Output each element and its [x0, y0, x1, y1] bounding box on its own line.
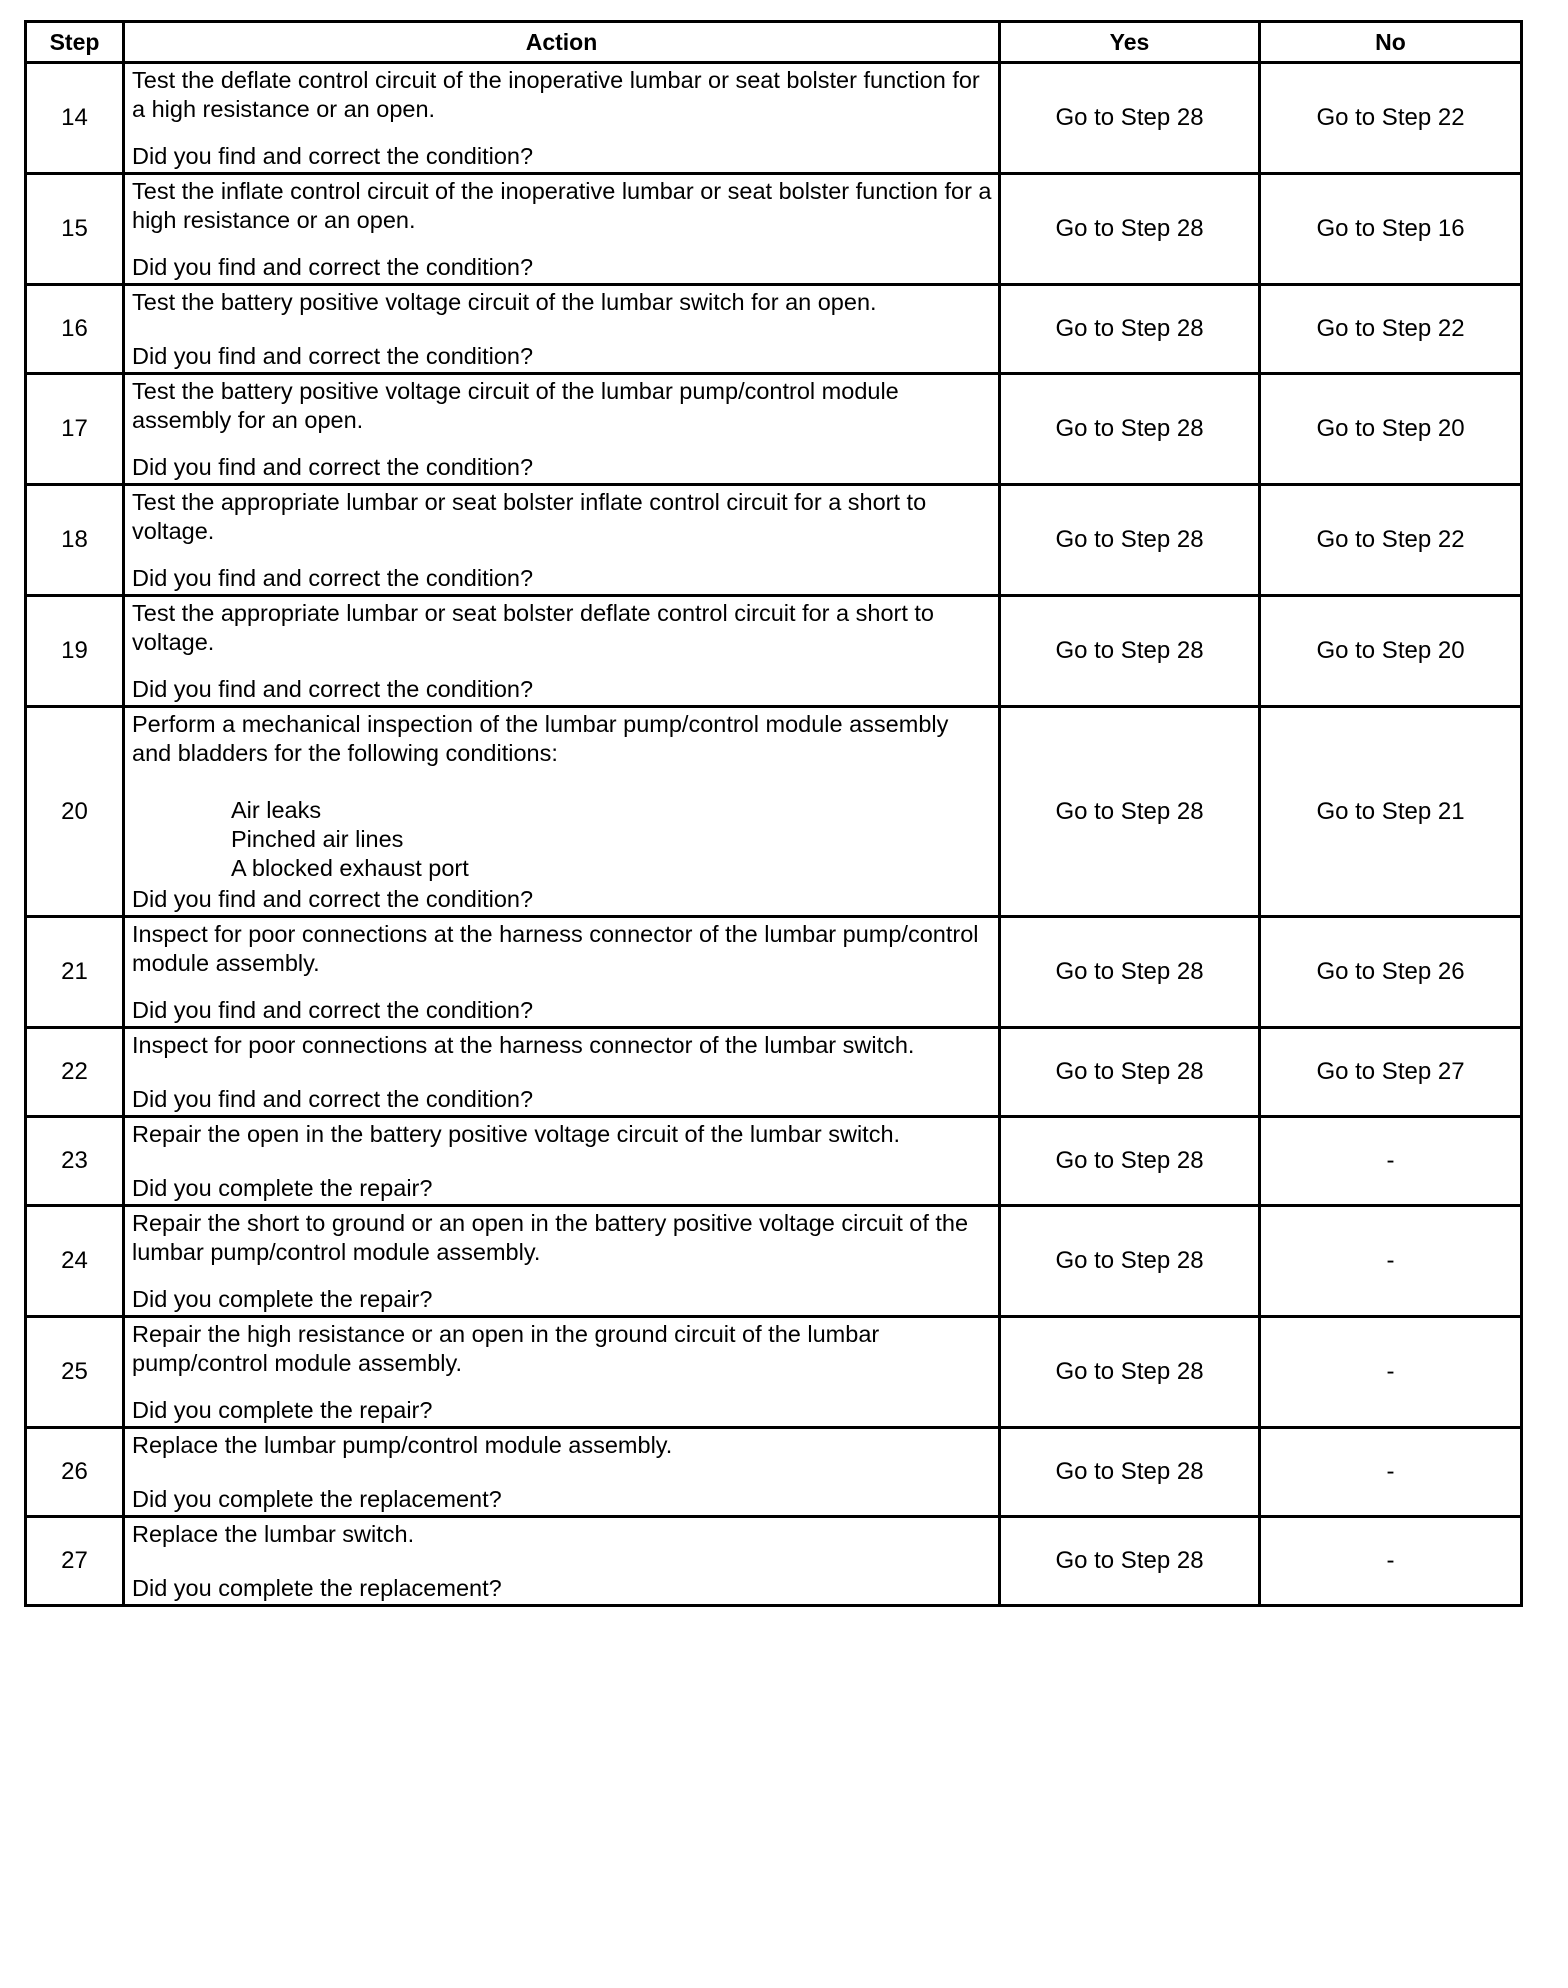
action-top: [132, 377, 992, 435]
action-question: Did you find and correct the condition?: [132, 886, 534, 912]
action-question: Did you find and correct the condition?: [132, 143, 534, 169]
action-description: Inspect for poor connections at the harness connector of the lumbar pump/control module assembly.: [132, 921, 979, 976]
no-result: Go to Step 27: [1260, 1028, 1522, 1117]
table-row: [26, 1317, 1522, 1428]
action-question: Did you complete the replacement?: [132, 1575, 502, 1601]
table-row: [26, 1117, 1522, 1206]
no-result: Go to Step 20: [1260, 374, 1522, 485]
action-description: Test the appropriate lumbar or seat bolster inflate control circuit for a short to voltage.: [132, 489, 927, 544]
step-number: 25: [26, 1317, 124, 1428]
action-description: Perform a mechanical inspection of the lumbar pump/control module assembly and bladders for the following conditions:: [132, 711, 949, 766]
action-content: [125, 64, 998, 172]
action-top: [132, 1320, 992, 1378]
action-content: [125, 175, 998, 283]
action-question: Did you find and correct the condition?: [132, 1086, 534, 1112]
table-row: [26, 1206, 1522, 1317]
action-cell: [124, 1517, 1000, 1606]
condition-item: Air leaks: [231, 797, 322, 823]
step-number: 24: [26, 1206, 124, 1317]
step-number: 18: [26, 485, 124, 596]
condition-item: A blocked exhaust port: [231, 855, 469, 881]
header-row: [26, 22, 1522, 63]
diagnostic-table: [24, 20, 1523, 1607]
action-question: Did you complete the repair?: [132, 1286, 433, 1312]
table-row: [26, 1517, 1522, 1606]
no-result: Go to Step 21: [1260, 707, 1522, 917]
step-number: 21: [26, 917, 124, 1028]
table-row: [26, 285, 1522, 374]
action-top: [132, 1120, 992, 1149]
action-top: [132, 1209, 992, 1267]
no-result: -: [1260, 1517, 1522, 1606]
header-no: No: [1260, 22, 1522, 63]
action-question: Did you complete the replacement?: [132, 1486, 502, 1512]
action-content: [125, 375, 998, 483]
table-row: [26, 1428, 1522, 1517]
action-cell: [124, 1428, 1000, 1517]
header-action: Action: [124, 22, 1000, 63]
no-result: Go to Step 16: [1260, 174, 1522, 285]
action-top: [132, 1431, 992, 1460]
step-number: 15: [26, 174, 124, 285]
action-top: [132, 177, 992, 235]
step-number: 22: [26, 1028, 124, 1117]
yes-result: Go to Step 28: [1000, 917, 1260, 1028]
step-number: 19: [26, 596, 124, 707]
no-result: Go to Step 26: [1260, 917, 1522, 1028]
action-top: [132, 710, 992, 883]
action-cell: [124, 1028, 1000, 1117]
step-number: 20: [26, 707, 124, 917]
action-cell: [124, 707, 1000, 917]
yes-result: Go to Step 28: [1000, 1517, 1260, 1606]
step-number: 16: [26, 285, 124, 374]
action-cell: [124, 285, 1000, 374]
action-question: Did you find and correct the condition?: [132, 343, 534, 369]
no-result: Go to Step 20: [1260, 596, 1522, 707]
yes-result: Go to Step 28: [1000, 374, 1260, 485]
table-row: [26, 485, 1522, 596]
action-cell: [124, 1117, 1000, 1206]
step-number: 17: [26, 374, 124, 485]
action-cell: [124, 917, 1000, 1028]
action-description: Test the battery positive voltage circuit of the lumbar pump/control module assembly for an open.: [132, 378, 899, 433]
action-description: Inspect for poor connections at the harness connector of the lumbar switch.: [132, 1032, 915, 1058]
yes-result: Go to Step 28: [1000, 1206, 1260, 1317]
table-row: [26, 917, 1522, 1028]
no-result: -: [1260, 1206, 1522, 1317]
step-number: 14: [26, 63, 124, 174]
action-cell: [124, 63, 1000, 174]
condition-item: Pinched air lines: [231, 826, 404, 852]
yes-result: Go to Step 28: [1000, 1117, 1260, 1206]
no-result: Go to Step 22: [1260, 485, 1522, 596]
action-cell: [124, 174, 1000, 285]
action-top: [132, 1520, 992, 1549]
action-content: [125, 1318, 998, 1426]
action-description: Test the battery positive voltage circuit of the lumbar switch for an open.: [132, 289, 877, 315]
table-row: [26, 174, 1522, 285]
action-content: [125, 1207, 998, 1315]
yes-result: Go to Step 28: [1000, 707, 1260, 917]
action-question: Did you complete the repair?: [132, 1175, 433, 1201]
table-row: [26, 374, 1522, 485]
action-description: Repair the high resistance or an open in the ground circuit of the lumbar pump/control module assembly.: [132, 1321, 880, 1376]
action-content: [125, 708, 998, 915]
step-number: 23: [26, 1117, 124, 1206]
action-cell: [124, 374, 1000, 485]
step-number: 27: [26, 1517, 124, 1606]
condition-list: [132, 796, 992, 883]
table-row: [26, 596, 1522, 707]
step-number: 26: [26, 1428, 124, 1517]
no-result: -: [1260, 1117, 1522, 1206]
no-result: -: [1260, 1317, 1522, 1428]
action-content: [125, 1118, 998, 1204]
yes-result: Go to Step 28: [1000, 1317, 1260, 1428]
action-content: [125, 1518, 998, 1604]
yes-result: Go to Step 28: [1000, 1028, 1260, 1117]
action-question: Did you find and correct the condition?: [132, 454, 534, 480]
action-content: [125, 1429, 998, 1515]
action-description: Replace the lumbar pump/control module assembly.: [132, 1432, 673, 1458]
action-cell: [124, 1206, 1000, 1317]
action-top: [132, 599, 992, 657]
action-description: Replace the lumbar switch.: [132, 1521, 415, 1547]
action-content: [125, 286, 998, 372]
action-description: Test the appropriate lumbar or seat bolster deflate control circuit for a short to voltage.: [132, 600, 935, 655]
yes-result: Go to Step 28: [1000, 485, 1260, 596]
yes-result: Go to Step 28: [1000, 1428, 1260, 1517]
table-row: [26, 63, 1522, 174]
action-top: [132, 488, 992, 546]
table-row: [26, 1028, 1522, 1117]
action-question: Did you find and correct the condition?: [132, 997, 534, 1023]
action-cell: [124, 1317, 1000, 1428]
action-question: Did you find and correct the condition?: [132, 254, 534, 280]
yes-result: Go to Step 28: [1000, 285, 1260, 374]
action-top: [132, 920, 992, 978]
action-description: Test the deflate control circuit of the inoperative lumbar or seat bolster function for a high resistance or an open.: [132, 67, 980, 122]
action-content: [125, 918, 998, 1026]
yes-result: Go to Step 28: [1000, 63, 1260, 174]
action-question: Did you find and correct the condition?: [132, 565, 534, 591]
yes-result: Go to Step 28: [1000, 174, 1260, 285]
no-result: Go to Step 22: [1260, 285, 1522, 374]
yes-result: Go to Step 28: [1000, 596, 1260, 707]
action-top: [132, 288, 992, 317]
action-content: [125, 1029, 998, 1115]
action-top: [132, 66, 992, 124]
action-description: Repair the open in the battery positive voltage circuit of the lumbar switch.: [132, 1121, 901, 1147]
action-cell: [124, 596, 1000, 707]
action-question: Did you complete the repair?: [132, 1397, 433, 1423]
no-result: -: [1260, 1428, 1522, 1517]
header-step: Step: [26, 22, 124, 63]
action-top: [132, 1031, 992, 1060]
action-content: [125, 597, 998, 705]
action-description: Test the inflate control circuit of the inoperative lumbar or seat bolster function for a high resistance or an open.: [132, 178, 992, 233]
no-result: Go to Step 22: [1260, 63, 1522, 174]
header-yes: Yes: [1000, 22, 1260, 63]
table-row: [26, 707, 1522, 917]
action-content: [125, 486, 998, 594]
action-cell: [124, 485, 1000, 596]
action-description: Repair the short to ground or an open in the battery positive voltage circuit of the lumbar pump/control module assembly.: [132, 1210, 969, 1265]
action-question: Did you find and correct the condition?: [132, 676, 534, 702]
